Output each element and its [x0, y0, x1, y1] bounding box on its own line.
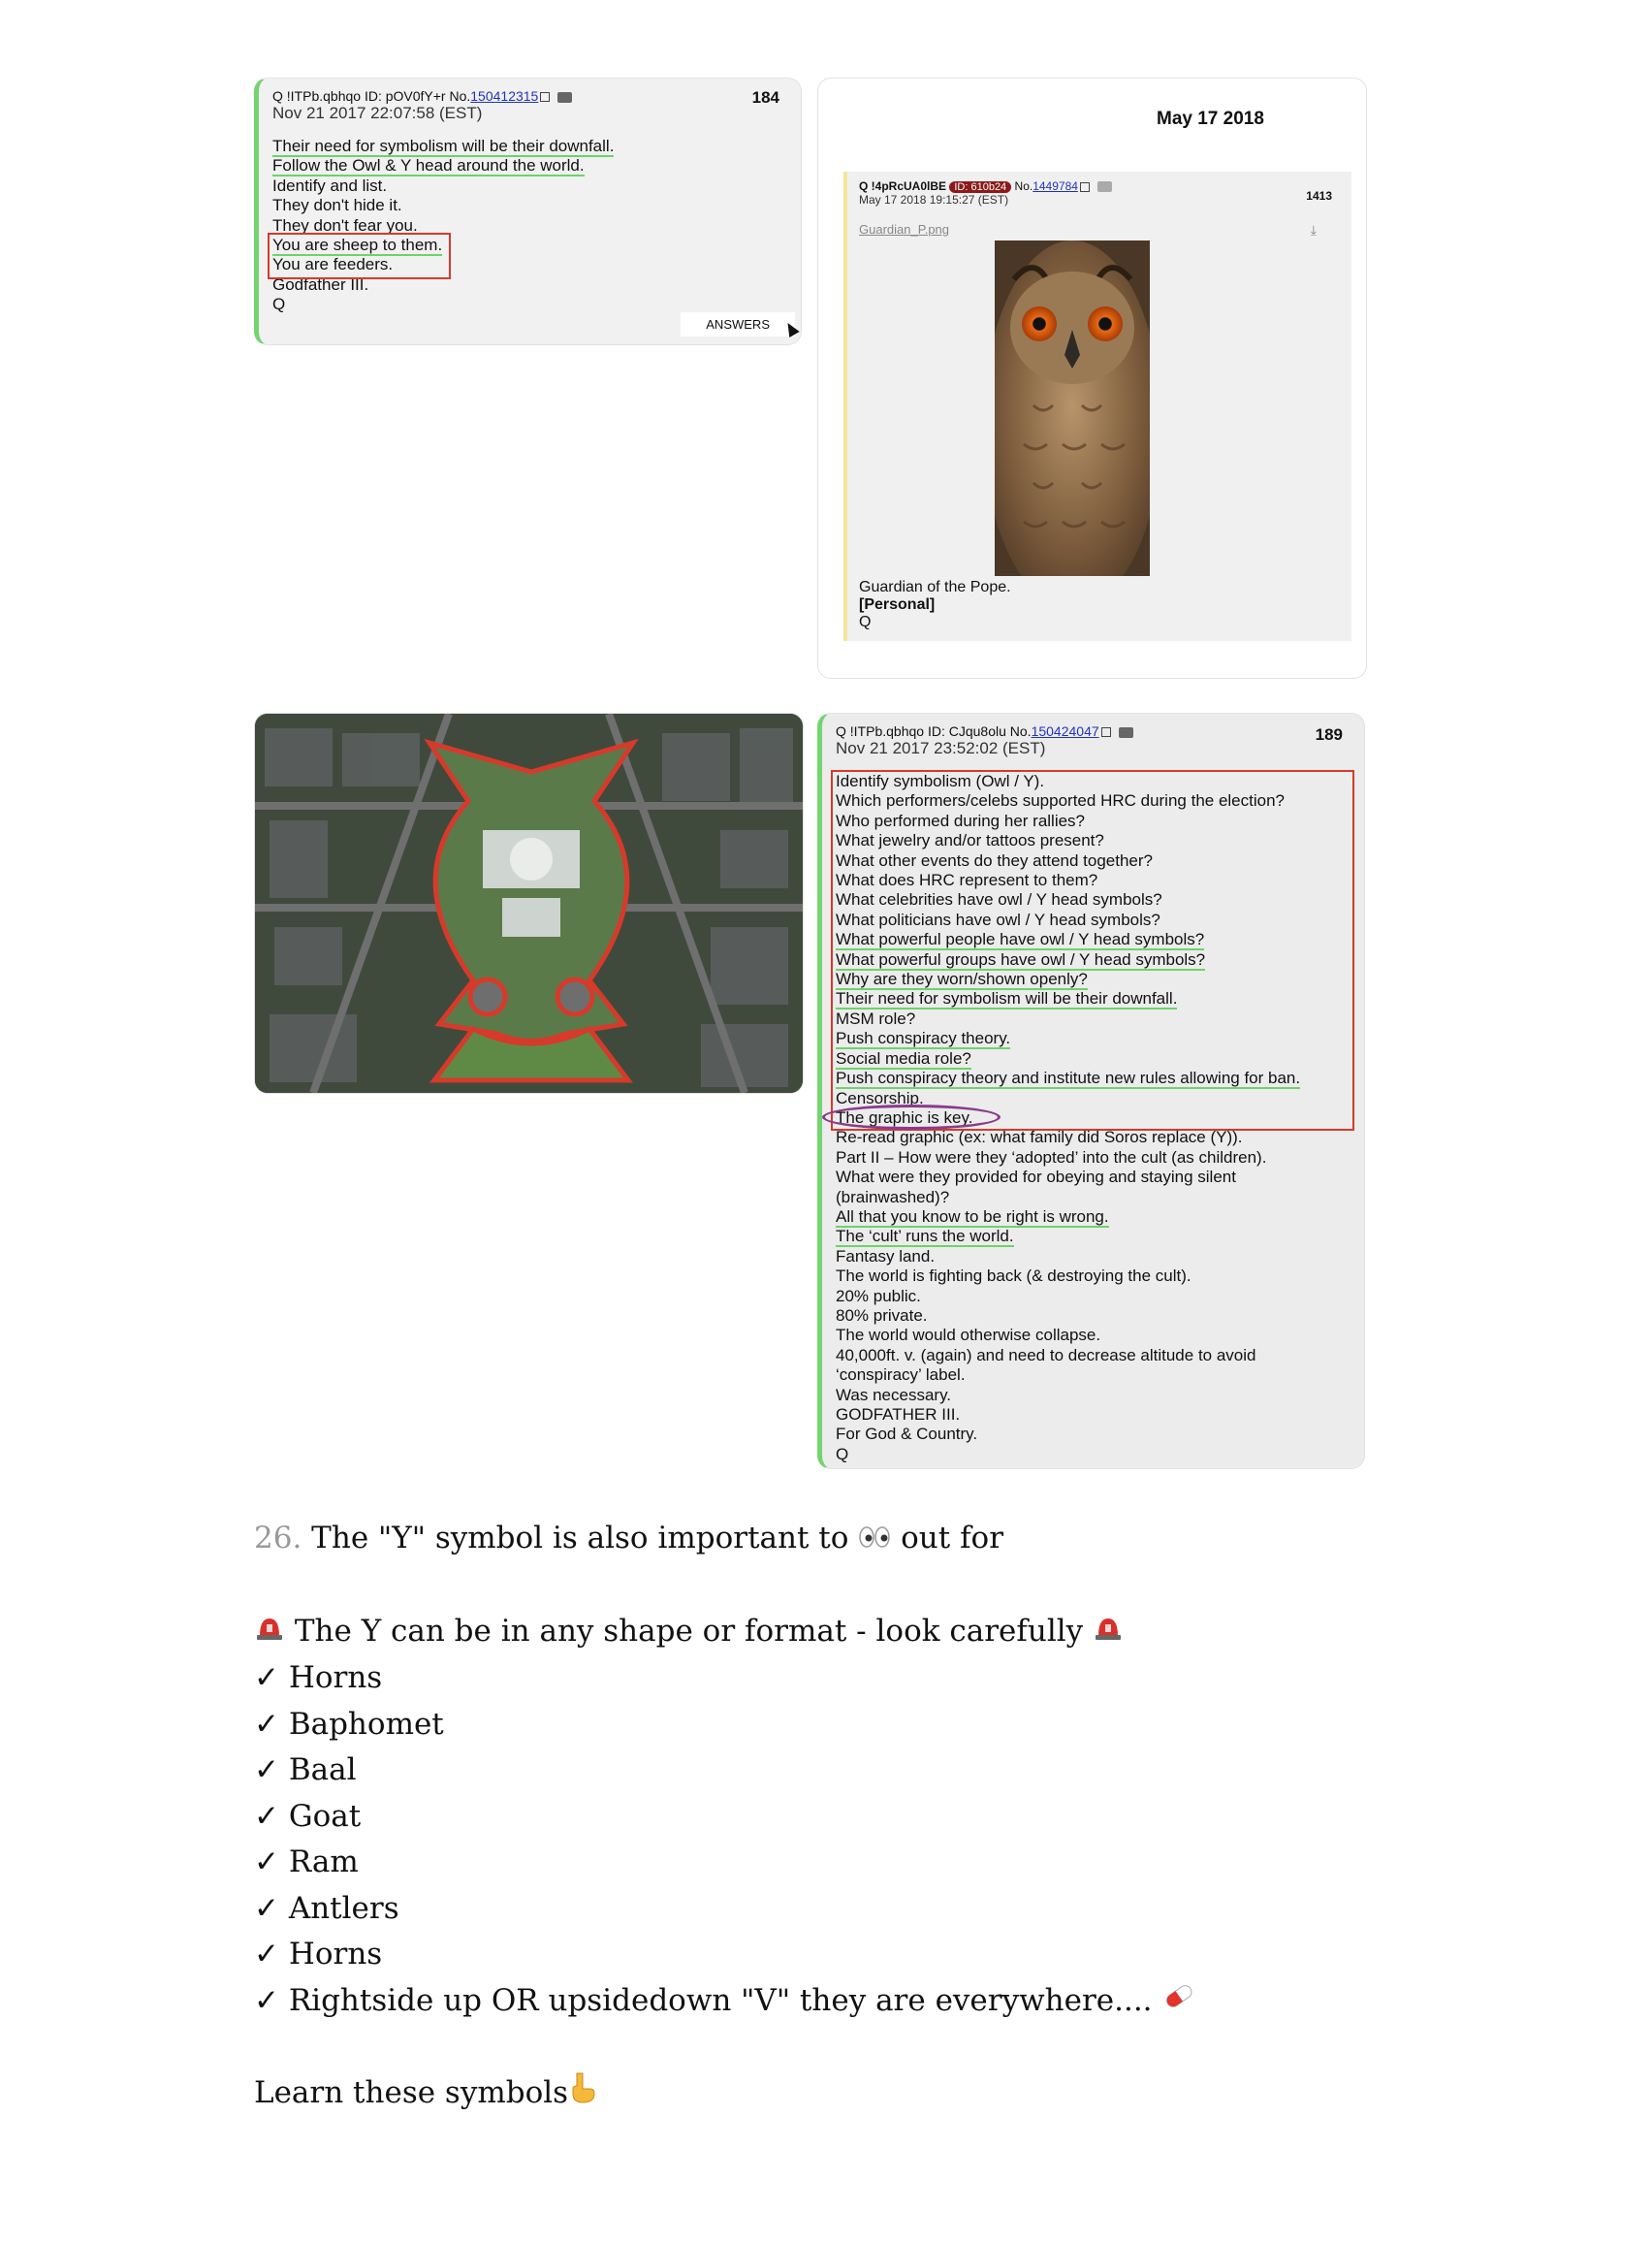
image-caption: Guardian of the Pope. — [859, 579, 1011, 595]
post-line: What does HRC represent to them? — [836, 871, 1098, 890]
article-section — [254, 1516, 1196, 2118]
list-item-last — [254, 1978, 1196, 2025]
post-number-link[interactable]: 150412315 — [470, 88, 539, 104]
post-line: Q — [836, 1444, 849, 1463]
closing-text: Learn these symbols — [254, 2075, 569, 2111]
list-item: ✓ Horns — [254, 1937, 383, 1972]
caption-tag: [Personal] — [859, 596, 936, 613]
closing-line — [254, 2070, 1196, 2118]
folder-icon[interactable] — [557, 92, 572, 103]
aerial-view — [255, 714, 803, 1093]
post-line: The world is fighting back (& destroying the cult). — [836, 1266, 1191, 1286]
post-line: Was necessary. — [836, 1385, 952, 1404]
list-item: ✓ Baphomet — [254, 1706, 444, 1742]
post-author-id: Q !ITPb.qbhqo ID: CJqu8olu No. — [836, 723, 1032, 739]
post-line: Their need for symbolism will be their downfall. — [836, 989, 1178, 1009]
post-line: Who performed during her rallies? — [836, 811, 1086, 830]
item-number: 26. — [254, 1521, 302, 1555]
post-line: What powerful people have owl / Y head symbols? — [836, 930, 1205, 949]
item-intro: The "Y" symbol is also important to — [311, 1521, 849, 1555]
pill-icon — [1161, 1978, 1196, 2025]
post-line: Fantasy land. — [836, 1246, 936, 1266]
siren-icon — [254, 1610, 285, 1656]
post-line: Part II – How were they ‘adopted’ into the cult (as children). — [836, 1147, 1267, 1167]
warning-text: The Y can be in any shape or format - look carefully — [294, 1613, 1084, 1649]
post-line: What were they provided for obeying and staying silent — [836, 1168, 1236, 1187]
highlight-box — [268, 233, 451, 279]
list-item: ✓ Antlers — [254, 1890, 399, 1926]
warning-line — [254, 1609, 1196, 1655]
post-line: You are sheep to them. — [272, 236, 443, 255]
post-author-id: Q !ITPb.qbhqo ID: pOV0fY+r No. — [272, 88, 471, 104]
post-line: What jewelry and/or tattoos present? — [836, 831, 1104, 850]
post-line: What other events do they attend together? — [836, 850, 1153, 870]
post-line: Follow the Owl & Y head around the world. — [272, 156, 585, 176]
post-card-1413 — [817, 78, 1367, 679]
list-item: ✓ Baal — [254, 1752, 357, 1787]
post-date: Nov 21 2017 23:52:02 (EST) — [836, 739, 1046, 757]
post-line: 80% private. — [836, 1305, 928, 1325]
image-filename-link[interactable]: Guardian_P.png — [859, 222, 950, 237]
post-line: Their need for symbolism will be their downfall. — [272, 137, 615, 155]
post-line: GODFATHER III. — [836, 1405, 961, 1424]
pointing-down-icon — [568, 2071, 597, 2119]
post-card-189 — [817, 713, 1365, 1469]
post-signature: Q — [859, 614, 872, 630]
post-line: ‘conspiracy’ label. — [836, 1365, 966, 1385]
post-line: Identify symbolism (Owl / Y). — [836, 772, 1045, 790]
post-line: Re-read graphic (ex: what family did Soros replace (Y)). — [836, 1128, 1243, 1147]
screenshot-date-header: May 17 2018 — [1157, 109, 1264, 129]
post-line: Q — [272, 295, 286, 314]
aerial-map-image[interactable] — [254, 713, 804, 1094]
post-line: Which performers/celebs supported HRC during the election? — [836, 791, 1286, 811]
list-item: ✓ Ram — [254, 1844, 359, 1879]
post-meta — [836, 723, 1133, 739]
post-line: What powerful groups have owl / Y head symbols? — [836, 949, 1206, 969]
file-icon[interactable] — [1097, 181, 1112, 192]
post-line: Push conspiracy theory and institute new rules allowing for ban. — [836, 1069, 1301, 1088]
item-26 — [254, 1516, 1196, 1562]
post-body — [272, 137, 614, 315]
list-item-text: ✓ Rightside up OR upsidedown "V" they are everywhere.... — [254, 1982, 1153, 2018]
post-meta — [859, 179, 1112, 193]
external-link-icon[interactable] — [1080, 182, 1090, 192]
post-line: What politicians have owl / Y head symbols? — [836, 910, 1160, 929]
id-badge: ID: 610b24 — [949, 181, 1011, 193]
post-line: Censorship. — [836, 1088, 924, 1107]
post-line: Why are they worn/shown openly? — [836, 970, 1088, 989]
highlight-circle — [822, 1105, 1001, 1130]
post-number-link[interactable]: 1449784 — [1032, 179, 1078, 193]
post-line: You are feeders. — [272, 255, 394, 274]
post-line: (brainwashed)? — [836, 1187, 950, 1206]
answers-button[interactable]: ANSWERS — [681, 312, 795, 337]
post-date: Nov 21 2017 22:07:58 (EST) — [272, 104, 483, 122]
external-link-icon[interactable] — [540, 92, 550, 102]
post-index-number: 1413 — [1306, 189, 1332, 203]
post-index-number: 189 — [1315, 725, 1343, 744]
post-line: They don't fear you. — [272, 215, 418, 235]
list-item: ✓ Goat — [254, 1798, 362, 1834]
post-line: For God & Country. — [836, 1425, 978, 1444]
item-intro-end: out for — [901, 1521, 1004, 1555]
folder-icon[interactable] — [1119, 727, 1133, 738]
post-line: MSM role? — [836, 1009, 916, 1028]
list-item: ✓ Horns — [254, 1660, 383, 1695]
inner-post — [843, 172, 1351, 641]
post-line: Social media role? — [836, 1048, 971, 1068]
post-timestamp: May 17 2018 19:15:27 (EST) — [859, 193, 1009, 207]
highlight-box — [831, 770, 1354, 1131]
post-line: Godfather III. — [272, 274, 369, 294]
post-meta — [272, 88, 572, 104]
post-author: Q !4pRcUA0lBE — [859, 179, 950, 193]
post-line: They don't hide it. — [272, 196, 402, 215]
owl-image[interactable] — [995, 240, 1150, 576]
post-line: The ‘cult’ runs the world. — [836, 1227, 1014, 1246]
post-line: Identify and list. — [272, 176, 388, 195]
post-number-link[interactable]: 150424047 — [1031, 723, 1099, 739]
post-card-184 — [254, 78, 802, 345]
post-line: 40,000ft. v. (again) and need to decrease altitude to avoid — [836, 1345, 1256, 1364]
post-line: What celebrities have owl / Y head symbols? — [836, 890, 1162, 910]
post-line: 20% public. — [836, 1286, 921, 1305]
siren-icon — [1093, 1610, 1124, 1656]
no-label: No. — [1011, 179, 1033, 193]
eyes-icon — [858, 1517, 891, 1563]
post-line: All that you know to be right is wrong. — [836, 1206, 1109, 1226]
post-line: The graphic is key. — [836, 1107, 973, 1127]
external-link-icon[interactable] — [1101, 727, 1111, 737]
post-index-number: 184 — [751, 88, 779, 107]
download-icon[interactable]: ⤓ — [1310, 222, 1317, 238]
post-line: The world would otherwise collapse. — [836, 1326, 1101, 1345]
post-line: Push conspiracy theory. — [836, 1029, 1011, 1048]
